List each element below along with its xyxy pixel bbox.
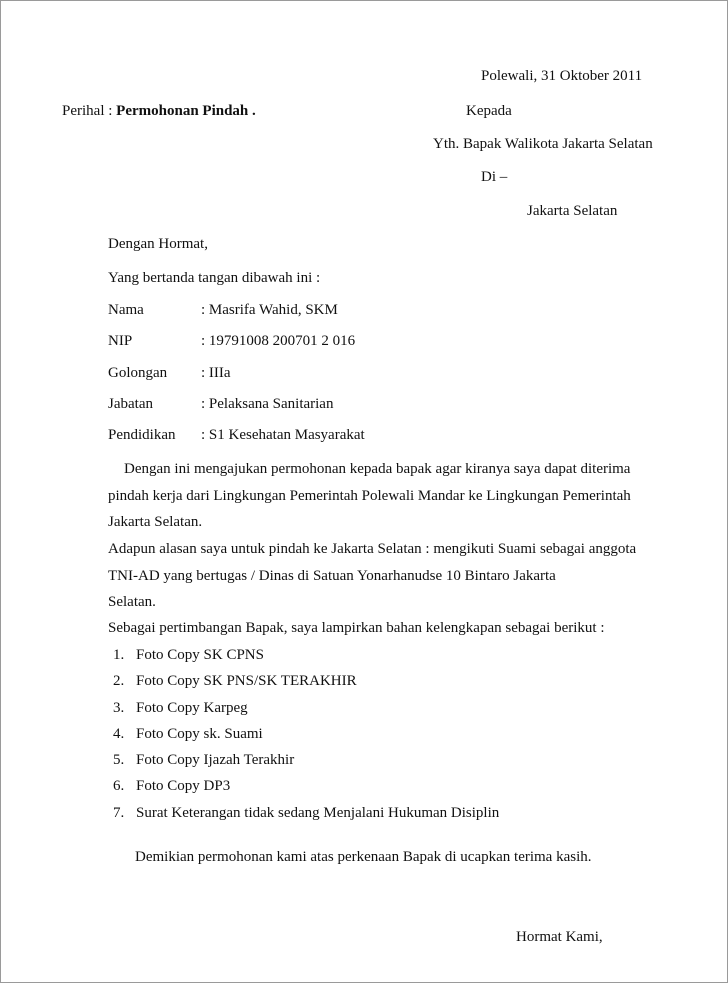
kepada: Kepada — [466, 103, 512, 119]
list-item-text: Surat Keterangan tidak sedang Menjalani Hukuman Disiplin — [136, 804, 500, 821]
list-item-number: 2. — [113, 673, 125, 690]
place-date: Polewali, 31 Oktober 2011 — [481, 68, 643, 84]
perihal-line — [62, 102, 256, 120]
list-item-number: 1. — [113, 647, 125, 663]
intro: Yang bertanda tangan dibawah ini : — [108, 270, 321, 286]
perihal-value: Permohonan Pindah . — [116, 103, 256, 119]
greeting: Dengan Hormat, — [108, 236, 208, 252]
field-value: : S1 Kesehatan Masyarakat — [201, 427, 365, 444]
paragraph-line: Jakarta Selatan. — [108, 514, 203, 530]
field-label: Golongan — [108, 364, 168, 381]
list-item-number: 6. — [113, 778, 125, 795]
paragraph-line: Selatan. — [108, 594, 156, 610]
paragraph-line: TNI-AD yang bertugas / Dinas di Satuan Yonarhanudse 10 Bintaro Jakarta — [108, 567, 556, 584]
recipient-city: Jakarta Selatan — [527, 203, 618, 219]
field-value: : Masrifa Wahid, SKM — [201, 302, 338, 318]
recipient: Yth. Bapak Walikota Jakarta Selatan — [433, 136, 653, 152]
field-value: : 19791008 200701 2 016 — [201, 333, 356, 350]
list-item-text: Foto Copy SK PNS/SK TERAKHIR — [136, 673, 357, 690]
di-label: Di – — [481, 169, 508, 185]
field-label: NIP — [108, 333, 133, 350]
field-label: Jabatan — [108, 395, 153, 412]
list-item-text: Foto Copy SK CPNS — [136, 647, 264, 663]
attachments-intro: Sebagai pertimbangan Bapak, saya lampirkan bahan kelengkapan sebagai berikut : — [108, 620, 605, 636]
paragraph-line: pindah kerja dari Lingkungan Pemerintah Polewali Mandar ke Lingkungan Pemerintah — [108, 487, 631, 504]
list-item-text: Foto Copy Ijazah Terakhir — [136, 752, 295, 769]
paragraph-reason — [108, 536, 668, 616]
list-item-text: Foto Copy DP3 — [136, 778, 231, 795]
field-label: Pendidikan — [108, 427, 176, 444]
field-value: : IIIa — [201, 364, 231, 381]
list-item-number: 7. — [113, 804, 125, 821]
list-item-number: 5. — [113, 752, 125, 769]
list-item-number: 4. — [113, 725, 125, 742]
list-item-text: Foto Copy sk. Suami — [136, 725, 263, 742]
field-value: : Pelaksana Sanitarian — [201, 395, 334, 412]
paragraph-request — [108, 456, 668, 536]
perihal-label: Perihal : — [62, 103, 113, 119]
paragraph-line: Adapun alasan saya untuk pindah ke Jakarta Selatan : mengikuti Suami sebagai anggota — [108, 541, 637, 557]
sign-off: Hormat Kami, — [516, 929, 603, 945]
list-item-text: Foto Copy Karpeg — [136, 699, 248, 716]
list-item-number: 3. — [113, 699, 125, 716]
field-label: Nama — [108, 302, 144, 318]
paragraph-line: Dengan ini mengajukan permohonan kepada bapak agar kiranya saya dapat diterima — [124, 461, 631, 477]
closing-statement: Demikian permohonan kami atas perkenaan Bapak di ucapkan terima kasih. — [135, 849, 592, 865]
